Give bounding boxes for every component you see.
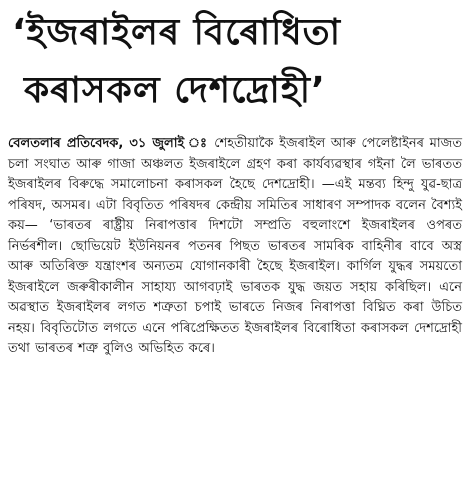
- article-body: [8, 134, 462, 360]
- headline-line-1: ‘ইজৰাইলৰ বিৰোধিতা: [12, 12, 342, 53]
- headline-line-2: কৰাসকল দেশদ্ৰোহী’: [24, 70, 326, 111]
- headline: [8, 4, 462, 120]
- byline: বেলতলাৰ প্ৰতিবেদক, ৩১ জুলাই ঃ: [8, 136, 209, 151]
- article-text: শেহতীয়াকৈ ইজৰাইল আৰু পেলেষ্টাইনৰ মাজত চলা সংঘাত আৰু গাজা অঞ্চলত ইজৰাইলে গ্ৰহণ কৰা কাৰ্যব্যৱস্থাৰ গইনা লৈ ভাৰতত ইজৰাইলৰ বিৰুদ্ধে সমালোচনা কৰাসকল হৈছে দেশদ্ৰোহী। —এই মন্তব্য হিন্দু যুৱ-ছাত্ৰ পৰিষদ, অসমৰ। এটা বিবৃতিত পৰিষদৰ কেন্দ্ৰীয় সমিতিৰ সাধাৰণ সম্পাদক বলেন বৈশ্যই কয়— ‘ভাৰতৰ ৰাষ্ট্ৰীয় নিৰাপত্তাৰ দিশটো সম্প্ৰতি বহুলাংশে ইজৰাইলৰ ওপৰত নিৰ্ভৰশীল। ছোভিয়েট ইউনিয়নৰ পতনৰ পিছত ভাৰতৰ সামৰিক বাহিনীৰ বাবে অস্ত্ৰ আৰু অতিৰিক্ত যন্ত্ৰাংশৰ অন্যতম যোগানকাৰী হৈছে ইজৰাইল। কাৰ্গিল যুদ্ধৰ সময়তো ইজৰাইলে জৰুৰীকালীন সাহায্য আগবঢ়াই ভাৰতক যুদ্ধ জয়ত সহায় কৰিছিল। এনে অৱস্থাত ইজৰাইলৰ লগত শত্ৰুতা চপাই ভাৰতে নিজৰ নিৰাপত্তা বিঘ্নিত কৰা উচিত নহয়। বিবৃতিটোত লগতে এনে পৰিপ্ৰেক্ষিতত ইজৰাইলৰ বিৰোধিতা কৰাসকল দেশদ্ৰোহী তথা ভাৰতৰ শত্ৰু বুলিও অভিহিত কৰে।: [8, 136, 462, 356]
